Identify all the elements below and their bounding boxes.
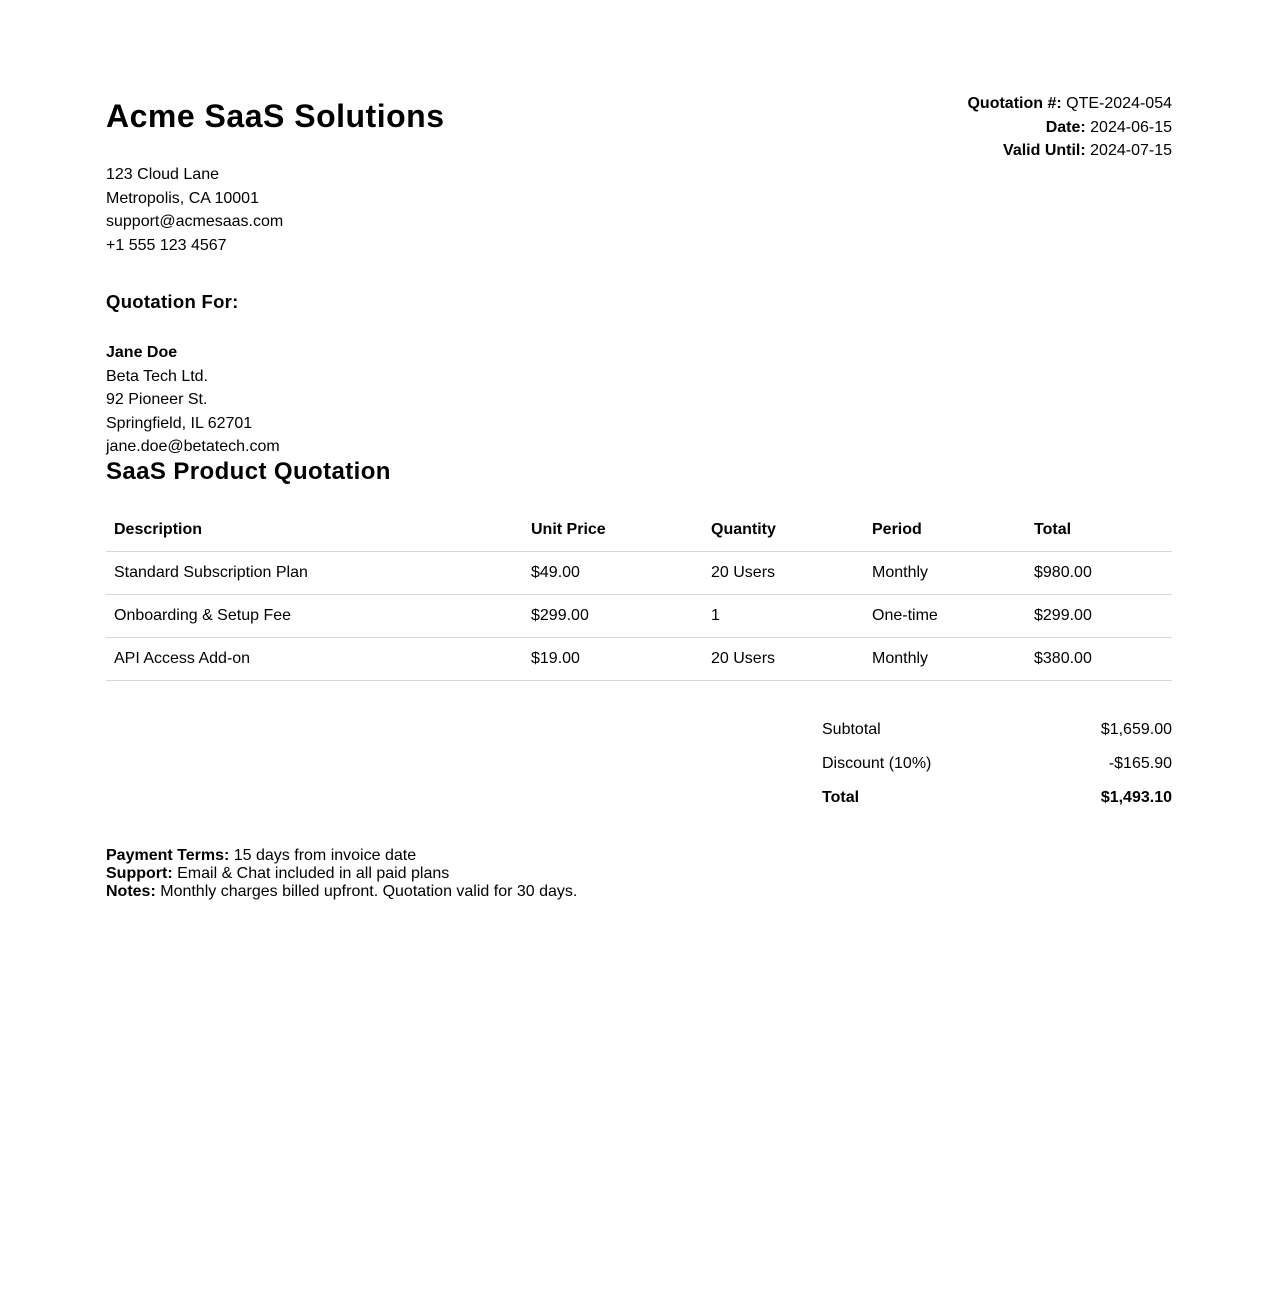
item-quantity: 20 Users	[703, 552, 864, 595]
discount-row	[822, 752, 1172, 786]
item-period: Monthly	[864, 638, 1026, 681]
item-total: $980.00	[1026, 552, 1172, 595]
quotation-meta	[967, 92, 1172, 163]
company-street: 123 Cloud Lane	[106, 166, 219, 183]
quotation-number-value: QTE-2024-054	[1066, 95, 1172, 112]
item-total: $380.00	[1026, 638, 1172, 681]
grand-total-row	[822, 786, 1172, 820]
support-info	[106, 865, 577, 883]
table-header-row	[106, 509, 1172, 552]
quotation-date-label: Date:	[1045, 118, 1086, 136]
valid-until-value: 2024-07-15	[1090, 142, 1172, 159]
item-unit-price: $49.00	[523, 552, 703, 595]
item-total: $299.00	[1026, 595, 1172, 638]
quotation-table-title: SaaS Product Quotation	[106, 458, 391, 485]
table-row	[106, 638, 1172, 681]
item-description: Standard Subscription Plan	[106, 552, 523, 595]
client-details	[106, 341, 280, 459]
item-period: Monthly	[864, 552, 1026, 595]
grand-total-value: $1,493.10	[1100, 789, 1172, 806]
column-header-unit-price: Unit Price	[523, 509, 703, 552]
notes-label: Notes:	[106, 883, 156, 900]
quotation-for-heading: Quotation For:	[106, 291, 239, 312]
table-row	[106, 552, 1172, 595]
payment-terms-label: Payment Terms:	[106, 847, 230, 864]
item-description: API Access Add-on	[106, 638, 523, 681]
quotation-valid-until	[967, 139, 1172, 163]
grand-total-label: Total	[822, 789, 860, 806]
company-email: support@acmesaas.com	[106, 213, 284, 230]
item-quantity: 20 Users	[703, 638, 864, 681]
support-value: Email & Chat included in all paid plans	[177, 865, 450, 882]
item-description: Onboarding & Setup Fee	[106, 595, 523, 638]
company-phone: +1 555 123 4567	[106, 236, 227, 254]
subtotal-label: Subtotal	[822, 721, 881, 738]
support-label: Support:	[106, 865, 173, 882]
company-city: Metropolis, CA 10001	[106, 189, 259, 207]
quotation-number	[967, 92, 1172, 116]
table-row	[106, 595, 1172, 638]
totals-summary	[822, 718, 1172, 820]
quotation-items-table	[106, 509, 1172, 681]
discount-label: Discount (10%)	[822, 755, 932, 772]
item-unit-price: $299.00	[523, 595, 703, 638]
client-company: Beta Tech Ltd.	[106, 367, 208, 385]
item-quantity: 1	[703, 595, 864, 638]
item-unit-price: $19.00	[523, 638, 703, 681]
notes-info	[106, 883, 577, 901]
client-street: 92 Pioneer St.	[106, 391, 208, 408]
column-header-quantity: Quantity	[703, 509, 864, 552]
company-address	[106, 163, 283, 257]
company-name: Acme SaaS Solutions	[106, 98, 445, 134]
quotation-date	[967, 116, 1172, 140]
quotation-number-label: Quotation #:	[967, 95, 1062, 112]
discount-value: -$165.90	[1108, 755, 1172, 772]
notes-value: Monthly charges billed upfront. Quotation valid for 30 days.	[160, 883, 578, 900]
client-name: Jane Doe	[106, 344, 178, 361]
subtotal-value: $1,659.00	[1100, 721, 1172, 738]
item-period: One-time	[864, 595, 1026, 638]
subtotal-row	[822, 718, 1172, 752]
column-header-total: Total	[1026, 509, 1172, 552]
column-header-period: Period	[864, 509, 1026, 552]
terms-and-notes	[106, 847, 577, 901]
payment-terms-value: 15 days from invoice date	[233, 847, 417, 864]
client-email: jane.doe@betatech.com	[106, 438, 280, 455]
quotation-date-value: 2024-06-15	[1090, 118, 1172, 136]
payment-terms	[106, 847, 577, 865]
client-city: Springfield, IL 62701	[106, 414, 253, 432]
valid-until-label: Valid Until:	[1003, 142, 1086, 159]
column-header-description: Description	[106, 509, 523, 552]
